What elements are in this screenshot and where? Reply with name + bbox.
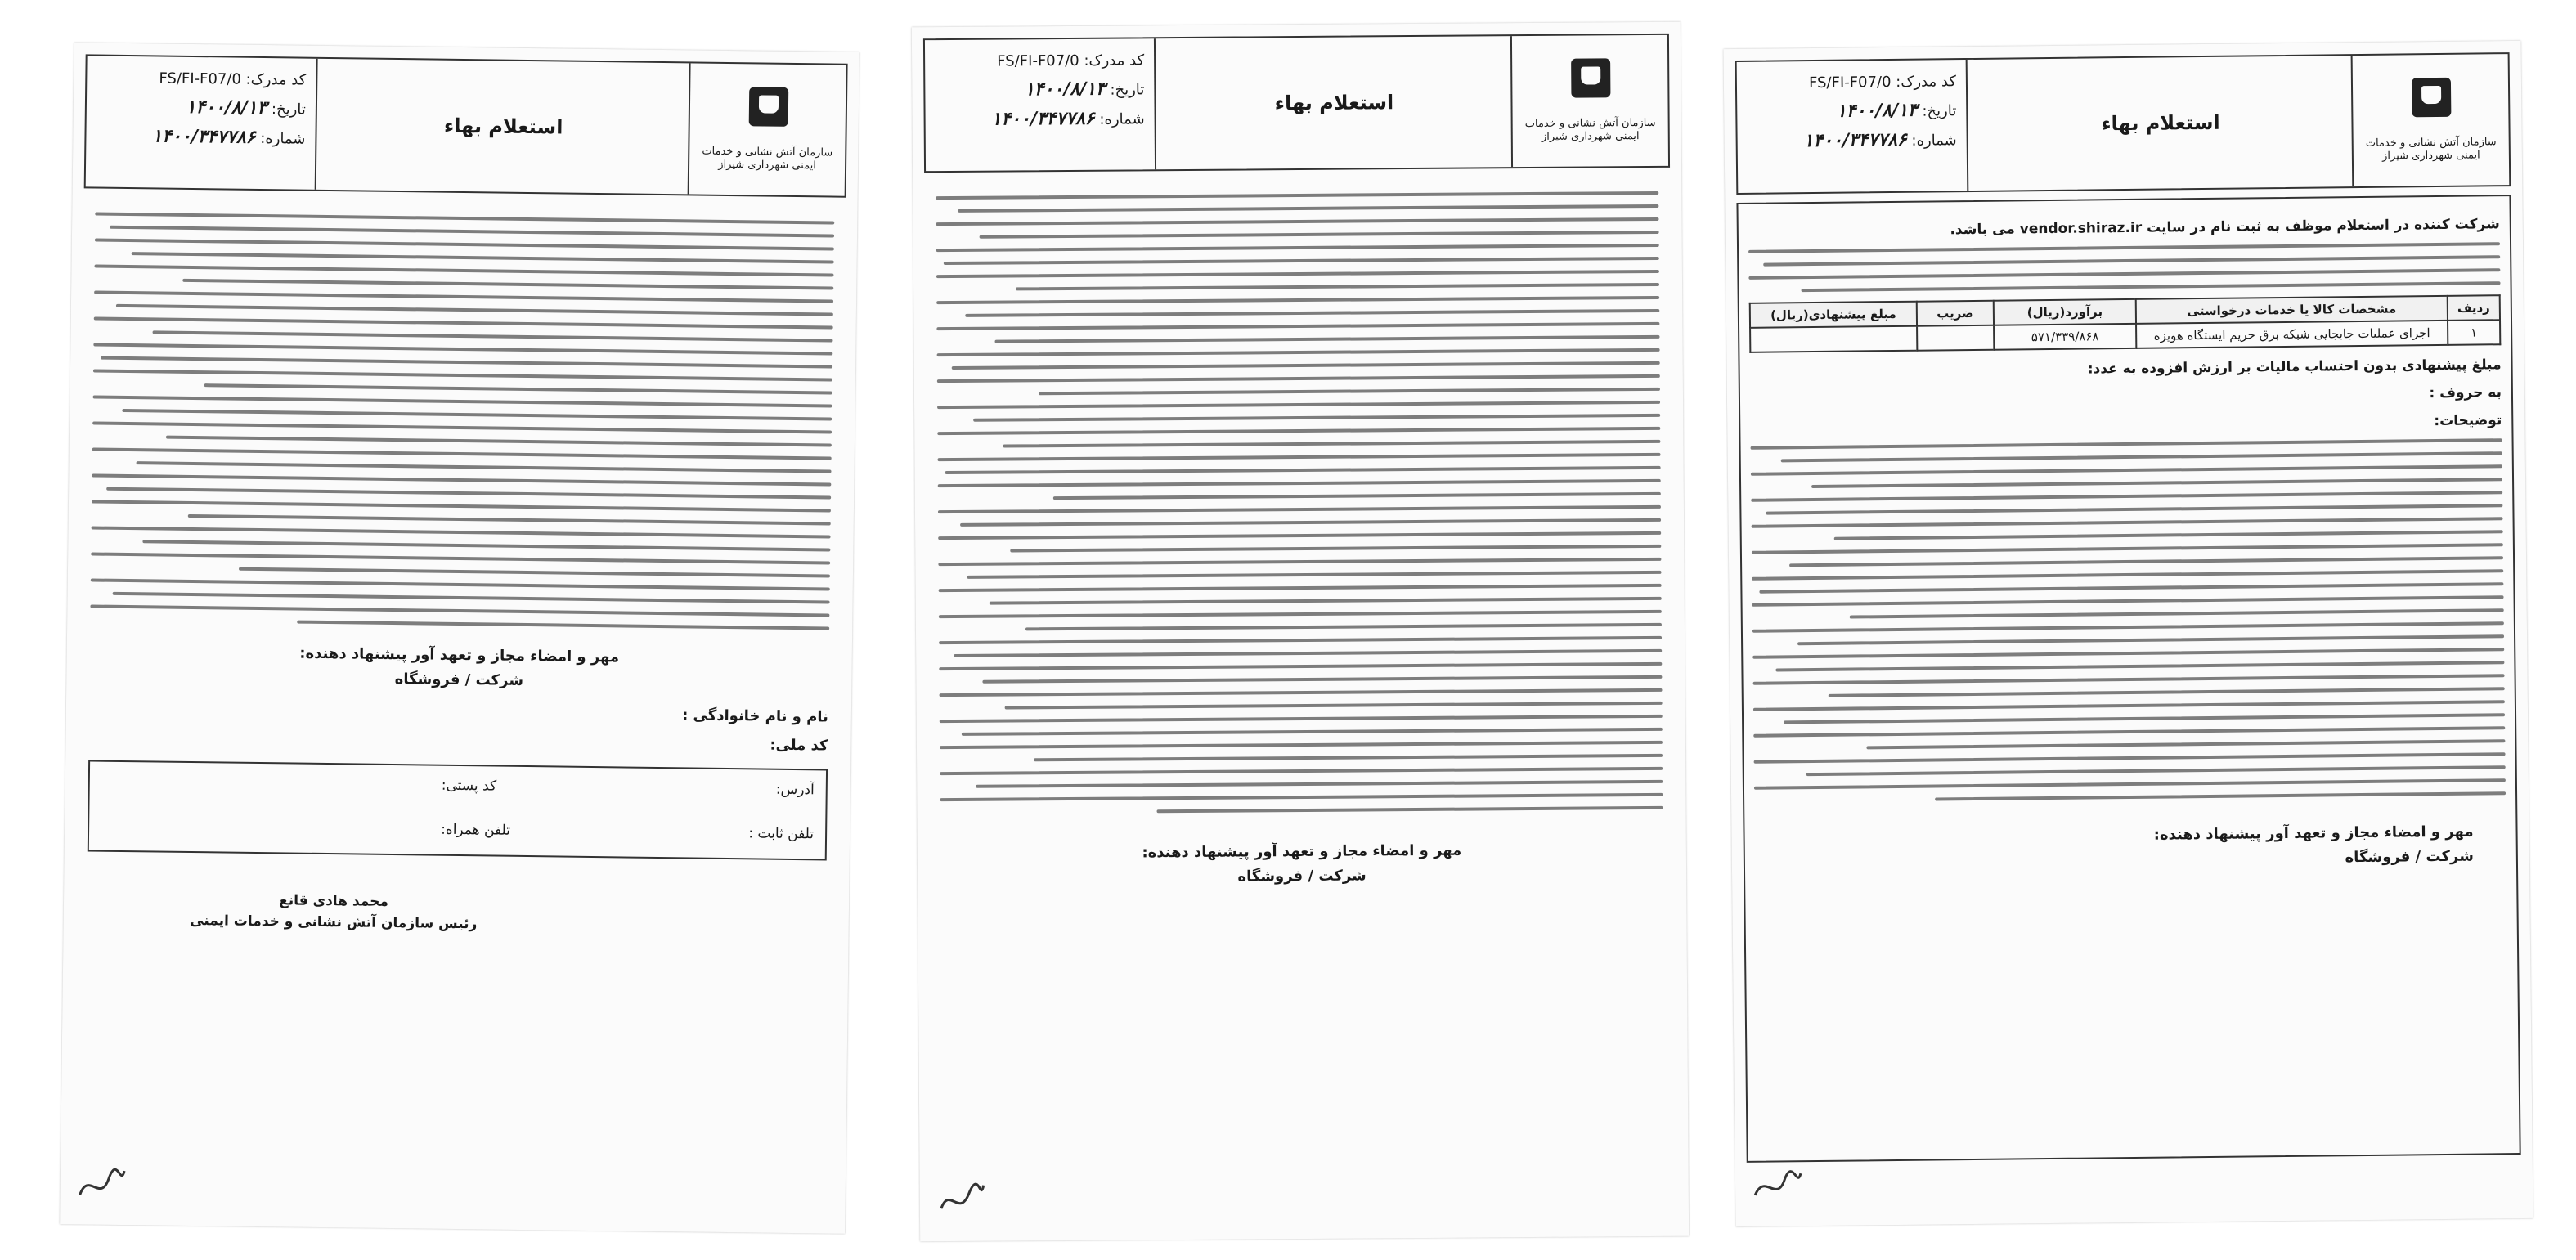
org-name: سازمان آتش نشانی و خدمات ایمنی شهرداری شیراز	[702, 145, 833, 173]
inquiry-page-terms-signature	[60, 43, 859, 1234]
inquiry-page-conditions	[912, 22, 1689, 1242]
row-offer-amount	[1750, 326, 1917, 352]
handwritten-mark	[71, 1154, 131, 1213]
org-logo-cell	[2351, 54, 2510, 186]
page-header	[84, 54, 848, 197]
document-title: استعلام بهاء	[1154, 36, 1513, 169]
document-title: استعلام بهاء	[1966, 56, 2354, 191]
signature-prompt	[89, 639, 829, 697]
col-row-number: ردیف	[2448, 295, 2500, 321]
handwritten-mark	[931, 1171, 991, 1231]
name-field-label: نام و نام خانوادگی :	[682, 706, 828, 726]
number-label: شماره:	[260, 129, 306, 148]
terms-body	[87, 203, 835, 939]
items-table	[1749, 294, 2502, 353]
page-header	[923, 34, 1670, 173]
company-line: شرکت / فروشگاه	[1237, 867, 1367, 886]
row-coefficient	[1917, 325, 1994, 351]
date-label: تاریخ:	[1922, 102, 1957, 120]
inquiry-page-items	[1723, 41, 2533, 1226]
number-value: ۱۴۰۰/۳۴۷۷۸۶	[991, 107, 1095, 130]
col-estimate: برآورد(ریال)	[1994, 299, 2136, 325]
registration-notice: شرکت کننده در استعلام موظف به ثبت نام در سایت vendor.shiraz.ir می باشد.	[1950, 216, 2500, 239]
document-meta	[925, 38, 1155, 171]
org-name: سازمان آتش نشانی و خدمات ایمنی شهرداری شیراز	[1524, 116, 1656, 143]
official-name: محمد هادی قانع	[279, 892, 389, 910]
date-value: ۱۴۰۰/۸/۱۳	[1836, 99, 1918, 122]
amount-in-letters: به حروف :	[2429, 384, 2502, 402]
row-description: اجرای عملیات جابجایی شبکه برق حریم ایستگاه هویزه	[2136, 321, 2448, 348]
code-label: کد مدرک:	[1084, 52, 1145, 70]
code-value: FS/FI-F07/0	[997, 52, 1079, 70]
org-logo-cell	[688, 63, 846, 195]
page-header	[1735, 52, 2511, 195]
official-signature	[87, 887, 581, 935]
signature-line: مهر و امضاء مجاز و تعهد آور پیشنهاد دهنده:	[1142, 841, 1462, 862]
company-line: شرکت / فروشگاه	[2345, 847, 2474, 867]
col-offer-amount: مبلغ پیشنهادی(ریال)	[1750, 302, 1917, 328]
vat-note: مبلغ پیشنهادی بدون احتساب مالیات بر ارزش افزوده به عدد:	[2087, 356, 2502, 378]
notes-title: توضیحات:	[2434, 412, 2502, 430]
row-estimate: ۵۷۱/۳۳۹/۸۶۸	[1994, 324, 2136, 350]
date-value: ۱۴۰۰/۸/۱۳	[1024, 78, 1106, 101]
row-number: ۱	[2448, 320, 2500, 345]
phone-label: تلفن ثابت :	[748, 825, 815, 843]
items-body	[1748, 204, 2506, 877]
code-label: کد مدرک:	[1896, 73, 1957, 91]
code-value: FS/FI-F07/0	[159, 70, 242, 88]
national-code-label: کد ملی:	[770, 736, 828, 755]
number-value: ۱۴۰۰/۳۴۷۷۸۶	[1803, 128, 1907, 152]
official-title: رئیس سازمان آتش نشانی و خدمات ایمنی	[190, 912, 478, 933]
conditions-body	[936, 182, 1663, 891]
date-value: ۱۴۰۰/۸/۱۳	[186, 96, 267, 119]
signature-line: مهر و امضاء مجاز و تعهد آور پیشنهاد دهنده:	[299, 644, 620, 666]
signature-prompt	[1754, 820, 2474, 877]
number-label: شماره:	[1911, 132, 1957, 150]
number-value: ۱۴۰۰/۳۴۷۷۸۶	[152, 125, 256, 148]
date-label: تاریخ:	[1110, 81, 1145, 99]
org-logo-cell	[1510, 35, 1668, 167]
contact-box	[88, 760, 828, 860]
address-label: آدرس:	[775, 781, 815, 799]
signature-line: مهر و امضاء مجاز و تعهد آور پیشنهاد دهنده:	[2153, 823, 2474, 844]
code-value: FS/FI-F07/0	[1808, 74, 1892, 92]
signature-prompt	[940, 837, 1663, 891]
org-logo-icon	[2412, 78, 2452, 118]
org-logo-icon	[749, 87, 789, 127]
code-label: کد مدرک:	[245, 70, 307, 89]
col-coefficient: ضریب	[1917, 301, 1994, 326]
document-meta	[1737, 60, 1968, 193]
org-logo-icon	[1571, 58, 1610, 97]
mobile-label: تلفن همراه:	[441, 821, 511, 839]
document-meta	[86, 56, 316, 189]
number-label: شماره:	[1099, 110, 1145, 128]
handwritten-mark	[1747, 1155, 1806, 1215]
postal-code-label: کد پستی:	[441, 777, 497, 795]
document-title: استعلام بهاء	[315, 59, 691, 195]
company-line: شرکت / فروشگاه	[394, 670, 524, 689]
date-label: تاریخ:	[271, 101, 307, 119]
org-name: سازمان آتش نشانی و خدمات ایمنی شهرداری شیراز	[2365, 136, 2497, 163]
col-description: مشخصات کالا یا خدمات درخواستی	[2136, 296, 2448, 324]
